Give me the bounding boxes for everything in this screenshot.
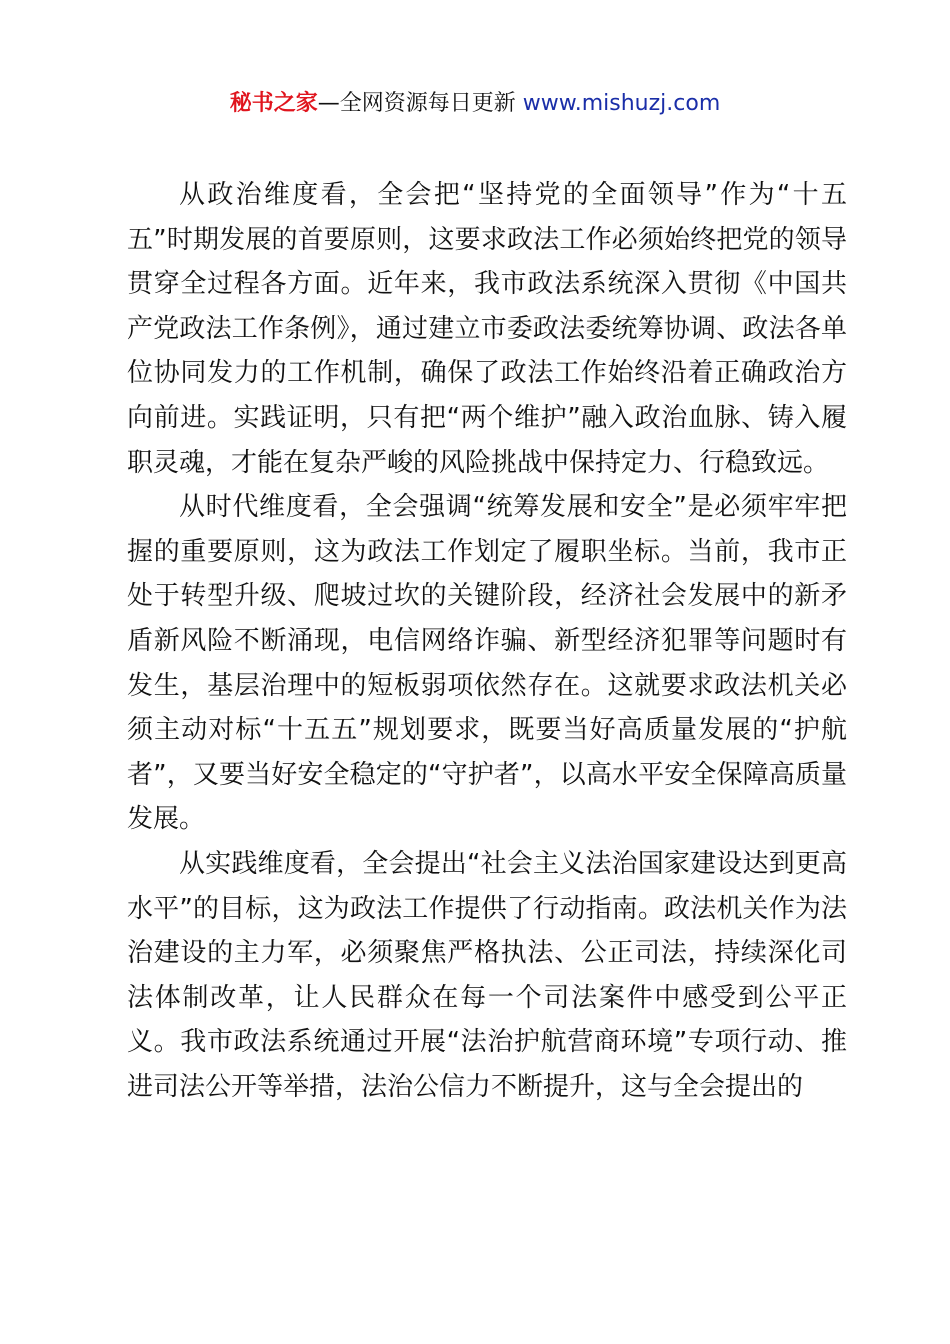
- document-header: [0, 86, 950, 122]
- brand-name: 秘书之家: [229, 91, 318, 116]
- header-slogan: —全网资源每日更新: [317, 91, 516, 116]
- paragraph-era: 从时代维度看，全会强调“统筹发展和安全”是必须牢牢把握的重要原则，这为政法工作划定了履职坐标。当前，我市正处于转型升级、爬坡过坎的关键阶段，经济社会发展中的新矛盾新风险不断涌现，电信网络诈骗、新型经济犯罪等问题时有发生，基层治理中的短板弱项依然存在。这就要求政法机关必须主动对标“十五五”规划要求，既要当好高质量发展的“护航者”，又要当好安全稳定的“守护者”，以高水平安全保障高质量发展。: [127, 492, 847, 835]
- document-body: [127, 173, 847, 1109]
- paragraph-practice: 从实践维度看，全会提出“社会主义法治国家建设达到更高水平”的目标，这为政法工作提供了行动指南。政法机关作为法治建设的主力军，必须聚焦严格执法、公正司法，持续深化司法体制改革，让人民群众在每一个司法案件中感受到公平正义。我市政法系统通过开展“法治护航营商环境”专项行动、推进司法公开等举措，法治公信力不断提升，这与全会提出的: [127, 848, 847, 1102]
- website-link[interactable]: www.mishuzj.com: [522, 91, 721, 116]
- paragraph-political: 从政治维度看，全会把“坚持党的全面领导”作为“十五五”时期发展的首要原则，这要求政法工作必须始终把党的领导贯穿全过程各方面。近年来，我市政法系统深入贯彻《中国共产党政法工作条例》，通过建立市委政法委统筹协调、政法各单位协同发力的工作机制，确保了政法工作始终沿着正确政治方向前进。实践证明，只有把“两个维护”融入政治血脉、铸入履职灵魂，才能在复杂严峻的风险挑战中保持定力、行稳致远。: [127, 180, 847, 478]
